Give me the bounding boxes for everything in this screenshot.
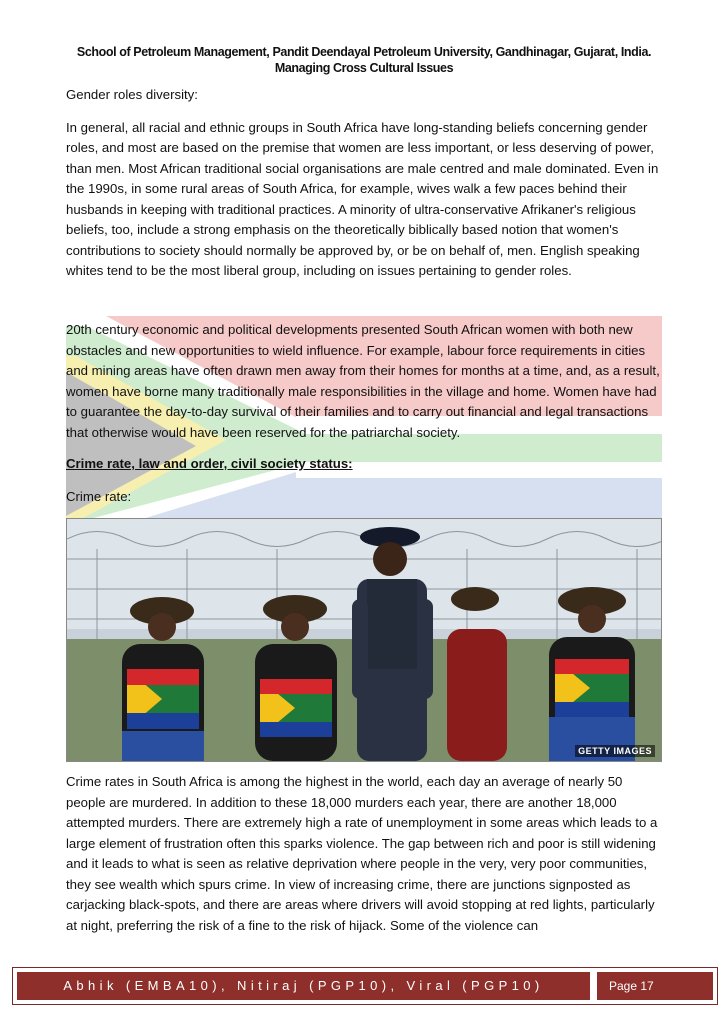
crime-photo (66, 518, 662, 762)
crime-content (66, 772, 662, 936)
photo-credit: GETTY IMAGES (575, 745, 655, 757)
gender-roles-paragraph: In general, all racial and ethnic groups in South Africa have long-standing beliefs concerning gender roles, and most are based on the premise that women are less important, or less deserving of power, than men. Most African traditional social organisations are male centred and male dominated. Even in the 1990s, in some rural areas of South Africa, for example, wives walk a few paces behind their husbands in keeping with traditional practices. A minority of ultra-conservative Afrikaner's religious beliefs, too, include a strong emphasis on the theoretically biblically based notion that women's contributions to society should normally be approved by, or be on behalf of, men. English speaking whites tend to be the most liberal group, including on issues pertaining to gender roles. (66, 119, 659, 278)
footer-authors: Abhik (EMBA10), Nitiraj (PGP10), Viral (PGP10) (17, 972, 590, 1000)
twentieth-century-paragraph: 20th century economic and political developments presented South African women with both new obstacles and new opportunities to wield influence. For example, labour force requirements in cities and mining areas have often drawn men away from their homes for months at a time, and, as a result, women have borne many traditionally male responsibilities in the village and home. Women have had to guarantee the day-to-day survival of their families and to carry out financial and legal transactions that otherwise would have been reserved for the patriarchal society. (66, 322, 660, 440)
crime-section-heading: Crime rate, law and order, civil society status: (66, 456, 353, 471)
page-footer (12, 967, 718, 1005)
flag-section-content (66, 320, 662, 507)
page-number: Page 17 (597, 972, 713, 1000)
body-content (66, 85, 662, 282)
crime-rate-subheading: Crime rate: (66, 488, 132, 504)
crime-rate-paragraph: Crime rates in South Africa is among the highest in the world, each day an average of nearly 50 people are murdered. In addition to these 18,000 murders each year, there are another 18,000 attempted murders. There are extremely high a rate of unemployment in some areas which leads to a large element of frustration often this sparks violence. The gap between rich and poor is still widening and it leads to what is seen as relative deprivation where people in the very, very poor communities, they see wealth which spurs crime. In view of increasing crime, there are junctions signposted as carjacking black-spots, and there are areas where drivers will avoid stopping at red lights, particularly at night, preferring the risk of a fine to the risk of hijack. Some of the violence can (66, 774, 658, 933)
header-course: Managing Cross Cultural Issues (274, 61, 454, 75)
header-institution: School of Petroleum Management, Pandit Deendayal Petroleum University, Gandhinagar, Gujarat, India. (76, 45, 652, 59)
document-header (0, 44, 728, 76)
photo-illustration (67, 519, 661, 761)
gender-roles-title: Gender roles diversity: (66, 87, 198, 102)
